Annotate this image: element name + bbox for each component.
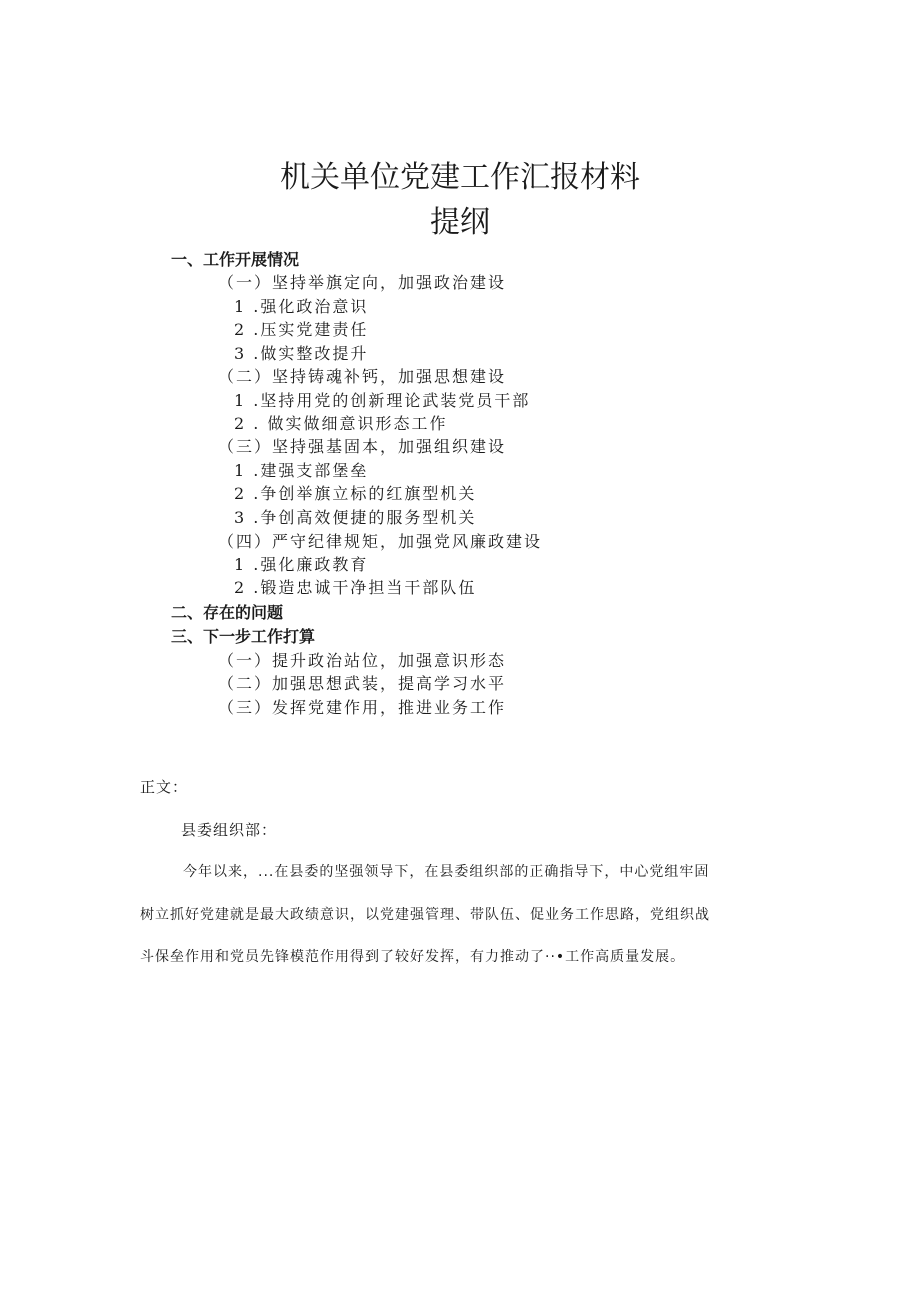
outline-subitem: 2 .争创举旗立标的红旗型机关 xyxy=(234,484,477,503)
outline-subitem: 1 .强化政治意识 xyxy=(234,297,369,316)
salutation: 县委组织部： xyxy=(181,821,278,839)
paragraph-line: 今年以来，...在县委的坚强领导下，在县委组织部的正确指导下，中心党组牢固 xyxy=(183,864,710,880)
outline-item: （二）坚持铸魂补钙，加强思想建设 xyxy=(218,367,507,386)
outline-item: （一）坚持举旗定向，加强政治建设 xyxy=(218,273,507,292)
outline-item: （一）提升政治站位，加强意识形态 xyxy=(218,651,507,670)
outline-subitem: 2 .锻造忠诚干净担当干部队伍 xyxy=(234,578,477,597)
body-label: 正文： xyxy=(140,778,189,796)
outline-subitem: 2 . 做实做细意识形态工作 xyxy=(234,414,448,433)
document-subtitle: 提纲 xyxy=(430,205,490,240)
outline-subitem: 1 .坚持用党的创新理论武装党员干部 xyxy=(234,391,531,410)
outline-subitem: 1 .建强支部堡垒 xyxy=(234,461,369,480)
document-title: 机关单位党建工作汇报材料 xyxy=(280,160,640,195)
outline-subitem: 3 .争创高效便捷的服务型机关 xyxy=(234,508,477,527)
outline-heading-2: 二、存在的问题 xyxy=(171,603,284,622)
paragraph-line: 斗保垒作用和党员先锋模范作用得到了较好发挥，有力推动了··•工作高质量发展。 xyxy=(140,949,686,965)
outline-heading-3: 三、下一步工作打算 xyxy=(171,627,316,646)
outline-item: （二）加强思想武装，提高学习水平 xyxy=(218,674,507,693)
outline-subitem: 2 .压实党建责任 xyxy=(234,320,369,339)
outline-item: （四）严守纪律规矩，加强党风廉政建设 xyxy=(218,532,543,551)
outline-heading-1: 一、工作开展情况 xyxy=(171,250,300,269)
outline-item: （三）发挥党建作用，推进业务工作 xyxy=(218,698,507,717)
outline-item: （三）坚持强基固本，加强组织建设 xyxy=(218,437,507,456)
outline-subitem: 1 .强化廉政教育 xyxy=(234,555,369,574)
paragraph-line: 树立抓好党建就是最大政绩意识，以党建强管理、带队伍、促业务工作思路，党组织战 xyxy=(140,907,710,923)
outline-subitem: 3 .做实整改提升 xyxy=(234,344,369,363)
